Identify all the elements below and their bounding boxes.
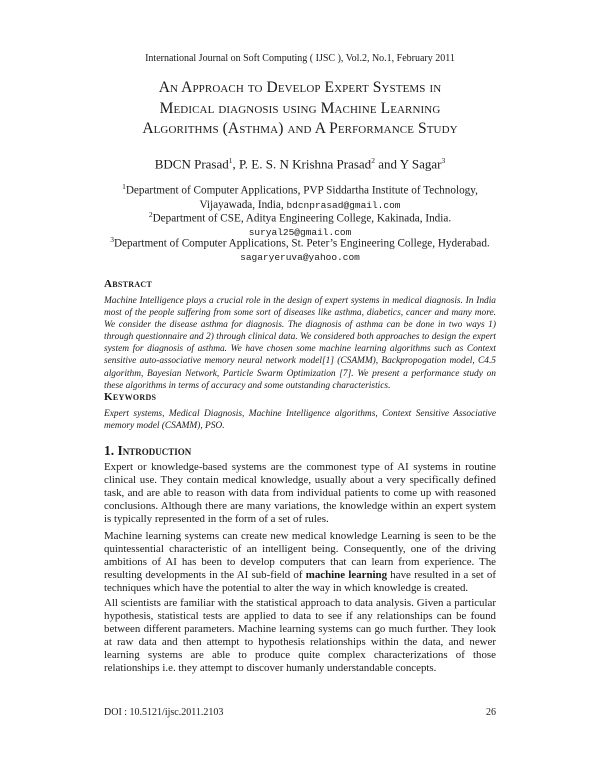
affiliation-2-line1: Department of CSE, Aditya Engineering College, Kakinada, India. bbox=[152, 212, 452, 225]
author-1: BDCN Prasad bbox=[154, 156, 229, 172]
introduction-heading: 1. Introduction bbox=[104, 443, 192, 458]
keywords-text: Expert systems, Medical Diagnosis, Machine Intelligence algorithms, Context Sensitive Associative memory model (CSAMM), PSO. bbox=[104, 409, 496, 432]
title-line-1: An Approach to Develop Expert Systems in bbox=[158, 79, 442, 96]
intro-paragraph-1: Expert or knowledge-based systems are the commonest type of AI systems in routine clinical use. They contain medical knowledge, usually about a very specifically defined task, and are able to reason with data from individual patients to come up with reasoned conclusions. Although there are many variations, the knowledge within an expert system is typically represented in the form of a set of rules. bbox=[104, 461, 496, 525]
intro-paragraph-2-bold: machine learning bbox=[305, 569, 388, 581]
keywords-heading: Keywords bbox=[104, 391, 157, 403]
journal-header: International Journal on Soft Computing ( IJSC ), Vol.2, No.1, February 2011 bbox=[145, 53, 455, 64]
affiliation-1-line1: Department of Computer Applications, PVP Siddartha Institute of Technology, bbox=[125, 184, 478, 197]
author-3-sup: 3 bbox=[441, 156, 446, 165]
affiliation-1-sup: 1 bbox=[122, 182, 126, 191]
author-separator: and bbox=[374, 156, 400, 172]
title-line-3: Algorithms (Asthma) and A Performance Study bbox=[142, 120, 458, 137]
affiliation-2-email[interactable]: suryal25@gmail.com bbox=[248, 226, 352, 238]
affiliation-3 bbox=[60, 233, 540, 265]
author-list bbox=[0, 156, 600, 172]
affiliation-3-line1: Department of Computer Applications, St. Peter’s Engineering College, Hyderabad. bbox=[114, 237, 490, 250]
author-2-sup: 2 bbox=[371, 156, 375, 165]
paper-title bbox=[60, 78, 540, 140]
author-separator: , bbox=[232, 156, 240, 172]
intro-paragraph-2 bbox=[104, 530, 496, 595]
abstract-heading: Abstract bbox=[104, 278, 153, 290]
affiliation-2-sup: 2 bbox=[148, 210, 153, 219]
affiliation-1-line2: Vijayawada, India, bbox=[199, 198, 287, 211]
affiliation-3-email[interactable]: sagaryeruva@yahoo.com bbox=[240, 251, 360, 263]
author-1-sup: 1 bbox=[228, 156, 233, 165]
author-2: P. E. S. N Krishna Prasad bbox=[239, 156, 372, 172]
abstract-text: Machine Intelligence plays a crucial role in the design of expert systems in medical diagnosis. In India most of the people suffering from some sort of diseases like asthma, diabetics, cancer and many more. We consider the disease asthma for diagnosis. The diagnosis of asthma can be done in two ways 1) through questionnaire and 2) through clinical data. We considered both approaches to design the expert system for diagnosis of asthma. We have chosen some machine learning algorithms such as Context sensitive auto-associative memory neural network model[1] (CSAMM), Backpropogation model, C4.5 algorithm, Bayesian Network, Particle Swarm Optimization [7]. We present a performance study on these algorithms in terms of accuracy and some outstanding characteristics. bbox=[104, 296, 496, 391]
affiliation-1-email[interactable]: bdcnprasad@gmail.com bbox=[286, 199, 401, 211]
footer-doi: DOI : 10.5121/ijsc.2011.2103 bbox=[104, 707, 224, 718]
intro-paragraph-2-start: Machine learning systems can create new medical knowledge Learning is seen to be the quintessential characteristic of an intelligent being. Consequently, one of the driving ambitions of AI has been to develop computers that can learn from experience. The resulting developments in the AI sub-field of bbox=[104, 530, 496, 581]
page-number: 26 bbox=[486, 707, 496, 718]
author-3: Y Sagar bbox=[399, 156, 442, 172]
title-line-2: Medical diagnosis using Machine Learning bbox=[159, 99, 441, 117]
intro-paragraph-3: All scientists are familiar with the statistical approach to data analysis. Given a particular hypothesis, statistical tests are applied to data to see if any relationships can be found between different parameters. Machine learning systems can go much further. They look at raw data and then attempt to hypothesis relationships within the data, and newer learning systems are able to produce quite complex characterizations of those relationships i.e. they attempt to discover humanly understandable concepts. bbox=[104, 597, 496, 674]
affiliation-3-sup: 3 bbox=[110, 235, 114, 244]
intro-paragraph-2-end: have resulted in a set of techniques which have the potential to alter the way in which knowledge is created. bbox=[104, 569, 496, 594]
